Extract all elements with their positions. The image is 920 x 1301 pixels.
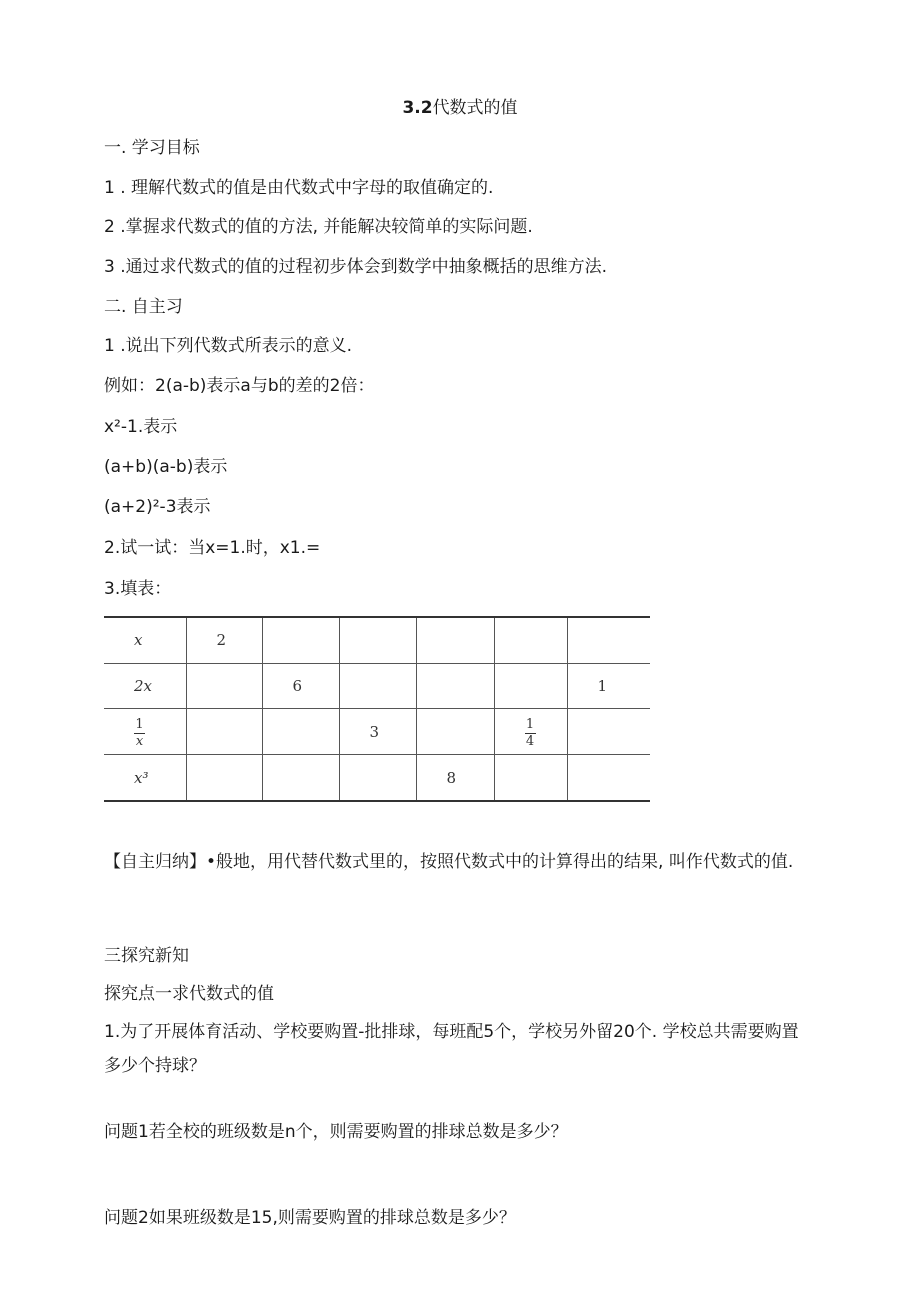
title-text: 代数式的值 — [432, 98, 518, 118]
problem-1: 1.为了开展体育活动、学校要购置-批排球，每班配5个，学校另外留20个. 学校总共需要购置多少个持球？ — [104, 1022, 799, 1076]
goal-item-2: 2 .掌握求代数式的值的方法, 并能解决较简单的实际问题. — [104, 217, 533, 237]
table-cell — [494, 709, 567, 755]
table-cell — [339, 755, 416, 801]
section-heading-self-study: 二. 自主习 — [104, 297, 183, 317]
table-cell — [567, 755, 650, 801]
table-cell — [494, 617, 567, 663]
table-cell — [104, 663, 186, 709]
table-cell — [416, 709, 494, 755]
cell-fraction: $\frac{1}{4}$ — [525, 717, 535, 750]
table-cell — [104, 709, 186, 755]
table-cell — [416, 663, 494, 709]
row-head-cube: x³ — [134, 768, 149, 787]
table-cell — [186, 663, 262, 709]
row-head-x: x — [134, 631, 143, 650]
table-row — [104, 709, 650, 755]
summary-paragraph: 【自主归纳】•般地，用代替代数式里的，按照代数式中的计算得出的结果, 叫作代数式的值. — [104, 852, 794, 872]
question-problem-2: 问题2如果班级数是15,则需要购置的排球总数是多少？ — [104, 1208, 516, 1228]
cell-value: 2 — [216, 631, 227, 650]
cell-value: 8 — [446, 768, 457, 787]
title-number: 3.2 — [402, 98, 433, 118]
question-1: 1 .说出下列代数式所表示的意义. — [104, 336, 353, 356]
row-head-reciprocal: $\frac{1}{x}$ — [135, 717, 144, 750]
expression-item-3: (a+2)²-3表示 — [104, 497, 211, 517]
table-cell — [416, 617, 494, 663]
expression-item-2: (a+b)(a-b)表示 — [104, 457, 228, 477]
table-cell — [339, 709, 416, 755]
table-cell — [494, 663, 567, 709]
table-row — [104, 755, 650, 801]
table-row — [104, 617, 650, 663]
table-cell — [262, 755, 339, 801]
page-title — [0, 97, 920, 119]
goal-item-3: 3 .通过求代数式的值的过程初步体会到数学中抽象概括的思维方法. — [104, 257, 608, 277]
question-problem-1: 问题1若全校的班级数是n个，则需要购置的排球总数是多少？ — [104, 1122, 568, 1142]
table-cell — [186, 755, 262, 801]
example-line: 例如：2(a-b)表示a与b的差的2倍： — [104, 376, 375, 396]
goal-item-1: 1 . 理解代数式的值是由代数式中字母的取值确定的. — [104, 178, 494, 198]
cell-value: 3 — [369, 722, 380, 741]
table-cell — [567, 663, 650, 709]
table-cell — [262, 663, 339, 709]
table-cell — [494, 755, 567, 801]
table-cell — [416, 755, 494, 801]
section-heading-explore: 三探究新知 — [104, 946, 189, 966]
table-cell — [339, 617, 416, 663]
fill-in-table — [104, 616, 650, 802]
table-cell — [186, 709, 262, 755]
table-cell — [104, 617, 186, 663]
table-cell — [104, 755, 186, 801]
table-cell — [567, 709, 650, 755]
table-cell — [262, 617, 339, 663]
expression-item-1: x²-1.表示 — [104, 417, 178, 437]
explore-point-1: 探究点一求代数式的值 — [104, 984, 274, 1004]
section-heading-goals: 一. 学习目标 — [104, 138, 200, 158]
row-head-2x: 2x — [134, 677, 153, 696]
table-cell — [567, 617, 650, 663]
cell-value: 1 — [597, 677, 608, 696]
question-3: 3.填表： — [104, 579, 172, 599]
table-cell — [186, 617, 262, 663]
cell-value: 6 — [292, 677, 303, 696]
question-2: 2.试一试：当x=1.时，x1.= — [104, 538, 321, 558]
table-row — [104, 663, 650, 709]
table-cell — [339, 663, 416, 709]
table-cell — [262, 709, 339, 755]
